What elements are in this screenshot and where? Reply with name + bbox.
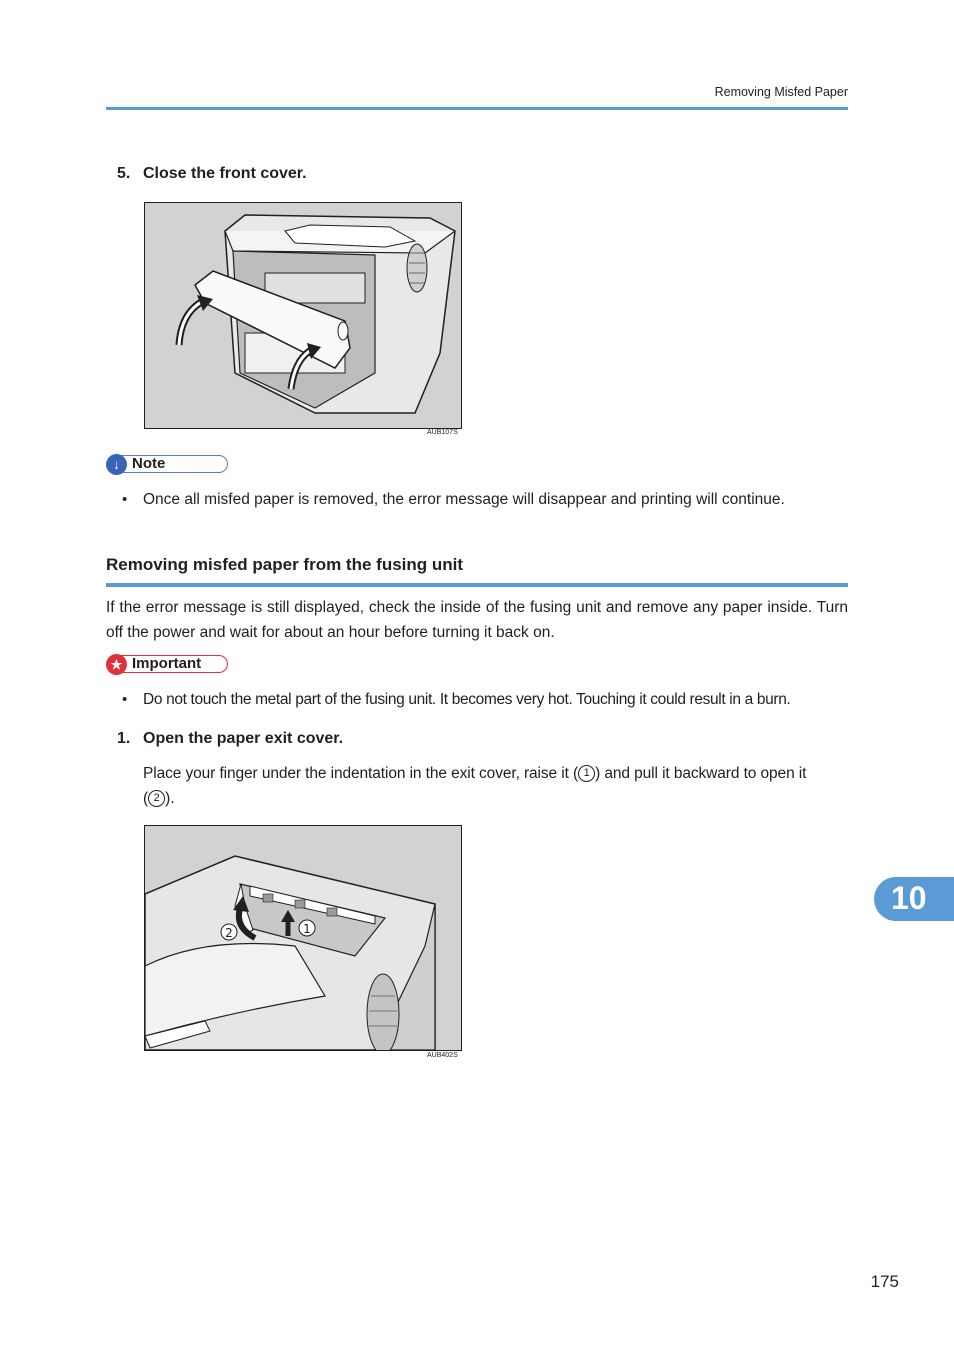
- step-1-text: Open the paper exit cover.: [143, 730, 344, 747]
- step-1-desc-part3: (: [143, 790, 149, 807]
- section-rule: [106, 583, 848, 587]
- important-bullet-text: Do not touch the metal part of the fusing unit. It becomes very hot. Touching it could result in a burn.: [143, 691, 791, 708]
- printer-front-cover-illustration: [145, 203, 461, 428]
- note-bullet-dot: •: [122, 491, 128, 508]
- note-badge: [107, 455, 228, 473]
- important-bullet-dot: •: [122, 691, 128, 708]
- paper-exit-cover-illustration: [145, 826, 461, 1050]
- step-1-desc-part2: ) and pull it backward to open it: [595, 765, 807, 782]
- figure-callout-2: 2: [225, 926, 233, 940]
- chapter-number: 10: [891, 880, 927, 916]
- step-1-desc-part1: Place your finger under the indentation in the exit cover, raise it (: [143, 765, 579, 782]
- section-intro: If the error message is still displayed, check the inside of the fusing unit and remove any paper inside. Turn off the power and wait for about an hour before turning it back on.: [106, 599, 848, 641]
- figure-2-code: AUB402S: [427, 1052, 458, 1059]
- figure-callout-1: 1: [303, 922, 311, 936]
- important-badge: [107, 655, 228, 673]
- step-5-text: Close the front cover.: [143, 165, 307, 182]
- chapter-tab: [874, 877, 954, 921]
- step-5-number: 5.: [117, 165, 131, 182]
- figure-close-front-cover: [144, 202, 462, 429]
- note-label: Note: [132, 455, 166, 472]
- step-1-description: [143, 761, 848, 811]
- step-1-desc-part4: ).: [165, 790, 175, 807]
- section-title: Removing misfed paper from the fusing unit: [106, 555, 464, 574]
- circled-marker-1: 1: [578, 765, 595, 782]
- note-down-arrow-icon: ↓: [106, 454, 127, 475]
- step-1: [117, 730, 343, 748]
- figure-1-code: AUB107S: [427, 429, 458, 436]
- running-header: Removing Misfed Paper: [714, 85, 848, 99]
- header-rule: [106, 107, 848, 110]
- important-star-icon: ★: [106, 654, 127, 675]
- note-bullet-text: Once all misfed paper is removed, the error message will disappear and printing will continue.: [143, 491, 785, 508]
- circled-marker-2: 2: [148, 790, 165, 807]
- important-label: Important: [132, 655, 202, 672]
- step-1-number: 1.: [117, 730, 131, 747]
- page-number: 175: [870, 1272, 899, 1291]
- figure-paper-exit-cover: [144, 825, 462, 1051]
- step-5: [117, 165, 307, 183]
